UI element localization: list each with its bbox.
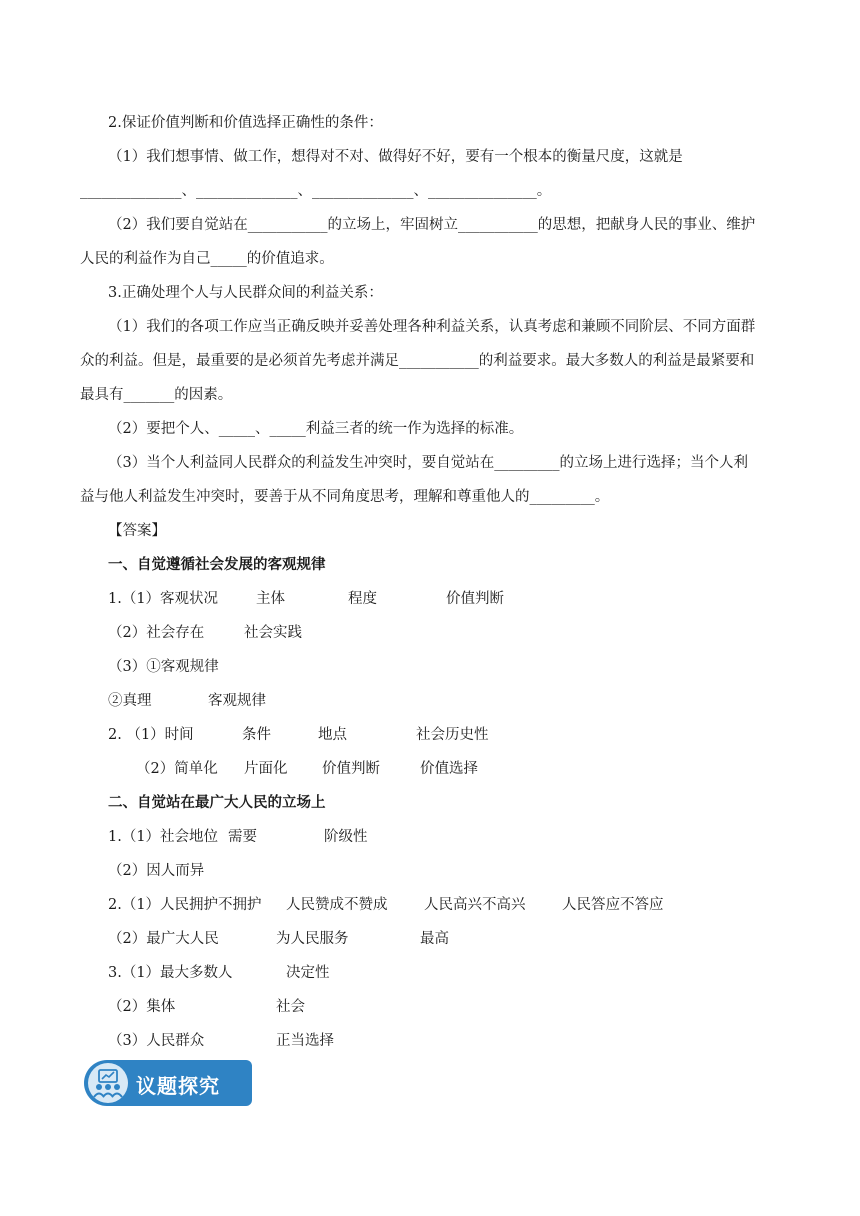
badge-label: 议题探究 — [136, 1074, 220, 1098]
q3-p1-line3: 最具有_______的因素。 — [80, 387, 233, 403]
section2-row1 — [108, 827, 808, 847]
answer-item: 价值判断 — [322, 761, 380, 777]
section1-row4 — [108, 691, 808, 711]
q2-heading: 2.保证价值判断和价值选择正确性的条件： — [108, 115, 383, 131]
answer-item: 为人民服务 — [276, 931, 349, 947]
group-discussion-icon — [88, 1063, 128, 1103]
section2-row7 — [108, 1031, 808, 1051]
answer-item: 正当选择 — [276, 1033, 334, 1049]
answer-item: 2.（1）人民拥护不拥护 — [108, 897, 262, 913]
q2-p2-line2: 人民的利益作为自己_____的价值追求。 — [80, 251, 334, 267]
answer-item: 3.（1）最大多数人 — [108, 965, 233, 981]
section1-row2 — [108, 623, 808, 643]
q2-p1-line1: （1）我们想事情、做工作，想得对不对、做得好不好，要有一个根本的衡量尺度，这就是 — [108, 149, 683, 165]
answer-item: 2. （1）时间 — [108, 727, 194, 743]
section2-row3 — [108, 895, 808, 915]
answer-item: （2）简单化 — [136, 761, 218, 777]
answer-item: 社会历史性 — [416, 727, 489, 743]
answer-item: 地点 — [318, 727, 347, 743]
section1-row5 — [108, 725, 808, 745]
section2-row5 — [108, 963, 808, 983]
answer-item: 片面化 — [244, 761, 288, 777]
q3-p3-line1: （3）当个人利益同人民群众的利益发生冲突时，要自觉站在_________的立场上进行选择；当个人利 — [108, 455, 748, 471]
answer-item: 需要 — [228, 829, 257, 845]
q2-p1-line2: ______________、______________、______________、_______________。 — [80, 183, 552, 199]
answer-item: （2）社会存在 — [108, 625, 205, 641]
section2-row6 — [108, 997, 808, 1017]
section1-title: 一、自觉遵循社会发展的客观规律 — [108, 556, 326, 573]
q2-p2-line1: （2）我们要自觉站在___________的立场上，牢固树立___________的思想，把献身人民的事业、维护 — [108, 217, 756, 233]
answer-item: 最高 — [420, 931, 449, 947]
answer-item: 决定性 — [286, 965, 330, 981]
answer-item: （2）集体 — [108, 999, 176, 1015]
answer-item: （3）人民群众 — [108, 1033, 205, 1049]
q3-p1-line2: 众的利益。但是，最重要的是必须首先考虑并满足___________的利益要求。最大多数人的利益是最紧要和 — [80, 353, 755, 369]
answer-item: 人民高兴不高兴 — [424, 897, 526, 913]
section2-row4 — [108, 929, 808, 949]
answer-title: 【答案】 — [108, 523, 166, 539]
topic-exploration-badge — [84, 1060, 252, 1106]
answer-item: 1.（1）客观状况 — [108, 591, 219, 607]
answer-item: 程度 — [348, 591, 377, 607]
section1-row6 — [136, 759, 836, 779]
answer-item: 人民赞成不赞成 — [286, 897, 388, 913]
answer-item: 价值判断 — [446, 591, 504, 607]
answer-item: 社会实践 — [244, 625, 302, 641]
section2-title: 二、自觉站在最广大人民的立场上 — [108, 794, 326, 811]
answer-item: 1.（1）社会地位 — [108, 829, 219, 845]
answer-item: 人民答应不答应 — [562, 897, 664, 913]
section1-row1 — [108, 589, 808, 609]
answer-item: 价值选择 — [420, 761, 478, 777]
q3-p1-line1: （1）我们的各项工作应当正确反映并妥善处理各种利益关系，认真考虑和兼顾不同阶层、不同方面群 — [108, 319, 756, 335]
answer-item: （2）最广大人民 — [108, 931, 219, 947]
answer-item: 条件 — [242, 727, 271, 743]
answer-item: 主体 — [256, 591, 285, 607]
section2-row2: （2）因人而异 — [108, 863, 205, 879]
q3-p2: （2）要把个人、_____、_____利益三者的统一作为选择的标准。 — [108, 421, 524, 437]
answer-item: ②真理 — [108, 693, 152, 709]
q3-p3-line2: 益与他人利益发生冲突时，要善于从不同角度思考，理解和尊重他人的_________。 — [80, 489, 610, 505]
answer-item: 阶级性 — [324, 829, 368, 845]
q3-heading: 3.正确处理个人与人民群众间的利益关系： — [108, 285, 383, 301]
section1-row3: （3）①客观规律 — [108, 659, 219, 675]
answer-item: 客观规律 — [208, 693, 266, 709]
answer-item: 社会 — [276, 999, 305, 1015]
